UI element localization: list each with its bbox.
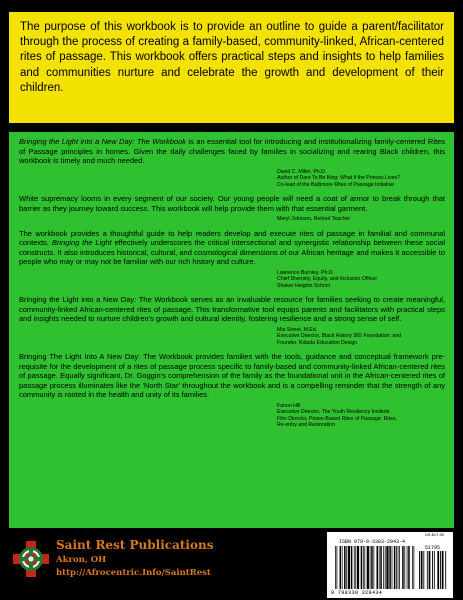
- review-hill: [19, 352, 445, 429]
- intro-text: The purpose of this workbook is to provide an outline to guide a parent/facilitator through the process of creating a family-based, community-linked, African-centered rites of passage. This workbook offers practical steps and insights to help families and communities nurture and celebrate the growth and development of their children.: [20, 21, 444, 94]
- publisher-name: Saint Rest Publications: [56, 538, 214, 552]
- addon-code: 51795: [425, 545, 441, 551]
- publisher-city: Akron, OH: [56, 555, 107, 565]
- review-attribution: [277, 270, 445, 290]
- attribution-line: Co-lead of the Baltimore Rites of Passage Initiative: [277, 181, 395, 188]
- attribution-line: Lawrence Burnley, Ph.D.: [277, 269, 334, 276]
- attribution-line: Shaker Heights School: [277, 282, 330, 289]
- attribution-line: Founder, Kidada Education Design: [277, 339, 358, 346]
- reviews-box: [9, 132, 454, 528]
- attribution-line: Re-entry and Restoration: [277, 422, 335, 428]
- barcode-addon-icon: [419, 551, 447, 589]
- review-burnley: [19, 229, 445, 290]
- book-title-italic: Bringing the Light: [51, 238, 112, 247]
- review-quote: Bringing the Light into a New Day: The Workbook serves as an invaluable resource for families seeking to create meaningful, community-linked African-centered rites of passage. This transformative tool equips parents and facilitators with practical steps and insights needed to nurture children's growth and cultural identity, fostering resilience and a strong sense of self.: [19, 295, 445, 323]
- attribution-line: Film Director, Prison-Based Rites of Passage: Rites,: [277, 415, 397, 422]
- attribution-line: Fanon Hill: [277, 402, 301, 409]
- publisher-url[interactable]: http://Afrocentric.Info/SaintRest: [56, 568, 211, 578]
- review-text: effectively underscores the critical intersectional and synergistic relationship between these social constructs. It also introduces historical, cultural, and cosmological dimensions of our African heritage and makes it accessible to people who may or may not be familiar with our rich history and culture.: [19, 238, 445, 266]
- review-miller: [19, 137, 445, 188]
- isbn-label: ISBN 979-8-3303-2943-4: [339, 539, 406, 545]
- review-johnson: [19, 194, 445, 223]
- attribution-line: Meryl Johnson, Retired Teacher: [277, 216, 351, 222]
- attribution-line: Executive Director, The Youth Resiliency Institute: [277, 409, 390, 415]
- attribution-line: David C. Miller, Ph.D.: [277, 168, 327, 175]
- review-attribution: [277, 169, 445, 189]
- isbn-digits: 9 798330 329434: [331, 590, 383, 596]
- review-attribution: [277, 327, 445, 347]
- intro-box: [9, 12, 454, 123]
- review-quote: [19, 137, 445, 166]
- review-text: The workbook provides a thoughtful guide to help readers develop and execute rites of passage in familial and communal contexts.: [19, 228, 445, 247]
- review-attribution: [277, 403, 445, 429]
- review-quote: White supremacy looms in every segment of our society. Our young people will need a coat of armor to break through that barrier as they journey toward success. This workbook will help provide them with that essential garment.: [19, 194, 445, 213]
- attribution-line: Author of Dare To Be King: What if the Princes Lives?: [277, 175, 401, 181]
- footer: [0, 530, 463, 600]
- publisher-logo-icon: [12, 540, 50, 578]
- attribution-line: Mia Street, M.Ed.: [277, 326, 318, 333]
- review-street: [19, 295, 445, 346]
- publisher-info: [56, 538, 213, 579]
- attribution-line: Chief Diversity, Equity, and Inclusion Officer: [277, 276, 378, 282]
- barcode-box: [327, 532, 453, 598]
- attribution-line: Executive Director, Black History 365 Foundation; and: [277, 333, 401, 339]
- review-attribution: [277, 216, 445, 223]
- review-text: is an essential tool for introducing and institutionalizing family-centered Rites of Passage principles in homes. Given the daily challenges faced by families in socializing and rearing Black children, this workbook is timely and much needed.: [19, 137, 445, 165]
- book-title-italic: Bringing the Light into a New Day: The Workbook: [19, 137, 186, 146]
- logo-emblem: [13, 541, 49, 577]
- price-code: US $17.95: [425, 532, 444, 537]
- review-quote: [19, 229, 445, 267]
- review-quote: Bringing The Light Into A New Day: The Workbook provides families with the tools, guidance and conceptual framework pre-requisite for the development of a rites of passage process specific to family-based and community-linked African-centered rites of passage. Equally significant, Dr. Goggin's comprehension of the family as the foundational unit in the African-centered rites of passage process illuminates like the 'North Star' throughout the workbook and is a compelling reminder that the strength of any community is rooted in the health and unity of its families.: [19, 352, 445, 399]
- barcode-main-icon: [335, 546, 415, 589]
